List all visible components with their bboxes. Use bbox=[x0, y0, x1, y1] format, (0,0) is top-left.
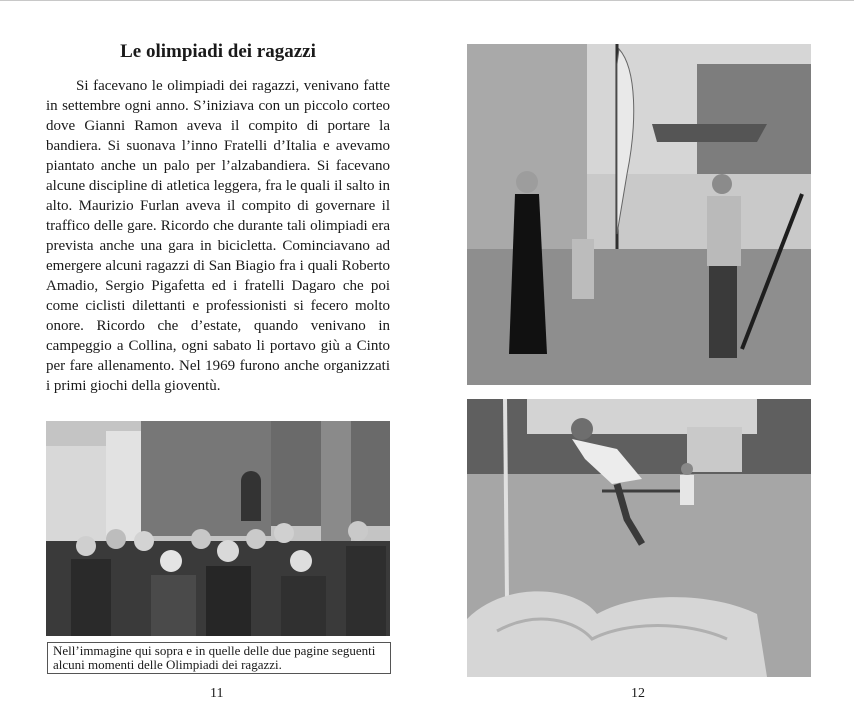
page-number: 12 bbox=[631, 686, 645, 701]
photo-group-of-boys bbox=[46, 421, 390, 636]
top-border-line bbox=[0, 0, 854, 1]
photo-caption: Nell’immagine qui sopra e in quelle delle due pagine seguenti alcuni momenti delle Olimpiadi dei ragazzi. bbox=[47, 642, 391, 674]
photo-high-jump bbox=[467, 399, 811, 677]
page-title: Le olimpiadi dei ragazzi bbox=[120, 41, 316, 62]
body-paragraph: Si facevano le olimpiadi dei ragazzi, venivano fatte in settembre ogni anno. S’iniziava con un piccolo corteo dove Gianni Ramon aveva il compito di portare la bandiera. Si suonava l’inno Fratelli d’Italia e avevamo piantato anche un palo per l’alzabandiera. Si facevano alcune discipline di atletica leggera, fra le quali il salto in alto. Maurizio Furlan aveva il compito di governare il traffico delle gare. Ricordo che durante tali olimpiadi era prevista anche una gara in bicicletta. Cominciavano ad emergere alcuni ragazzi di San Biagio fra i quali Roberto Amadio, Sergio Pigafetta ed i fratelli Dagaro che poi come ciclisti dilettanti e professionisti si fecero molto onore. Ricordo che d’estate, quando venivano in campeggio a Collina, ogni sabato li portavo giù a Cinto per fare allenamento. Nel 1969 furono anche organizzati i primi giochi della gioventù. bbox=[46, 78, 390, 394]
photo-priest-and-flag bbox=[467, 44, 811, 385]
page-number: 11 bbox=[210, 686, 224, 701]
